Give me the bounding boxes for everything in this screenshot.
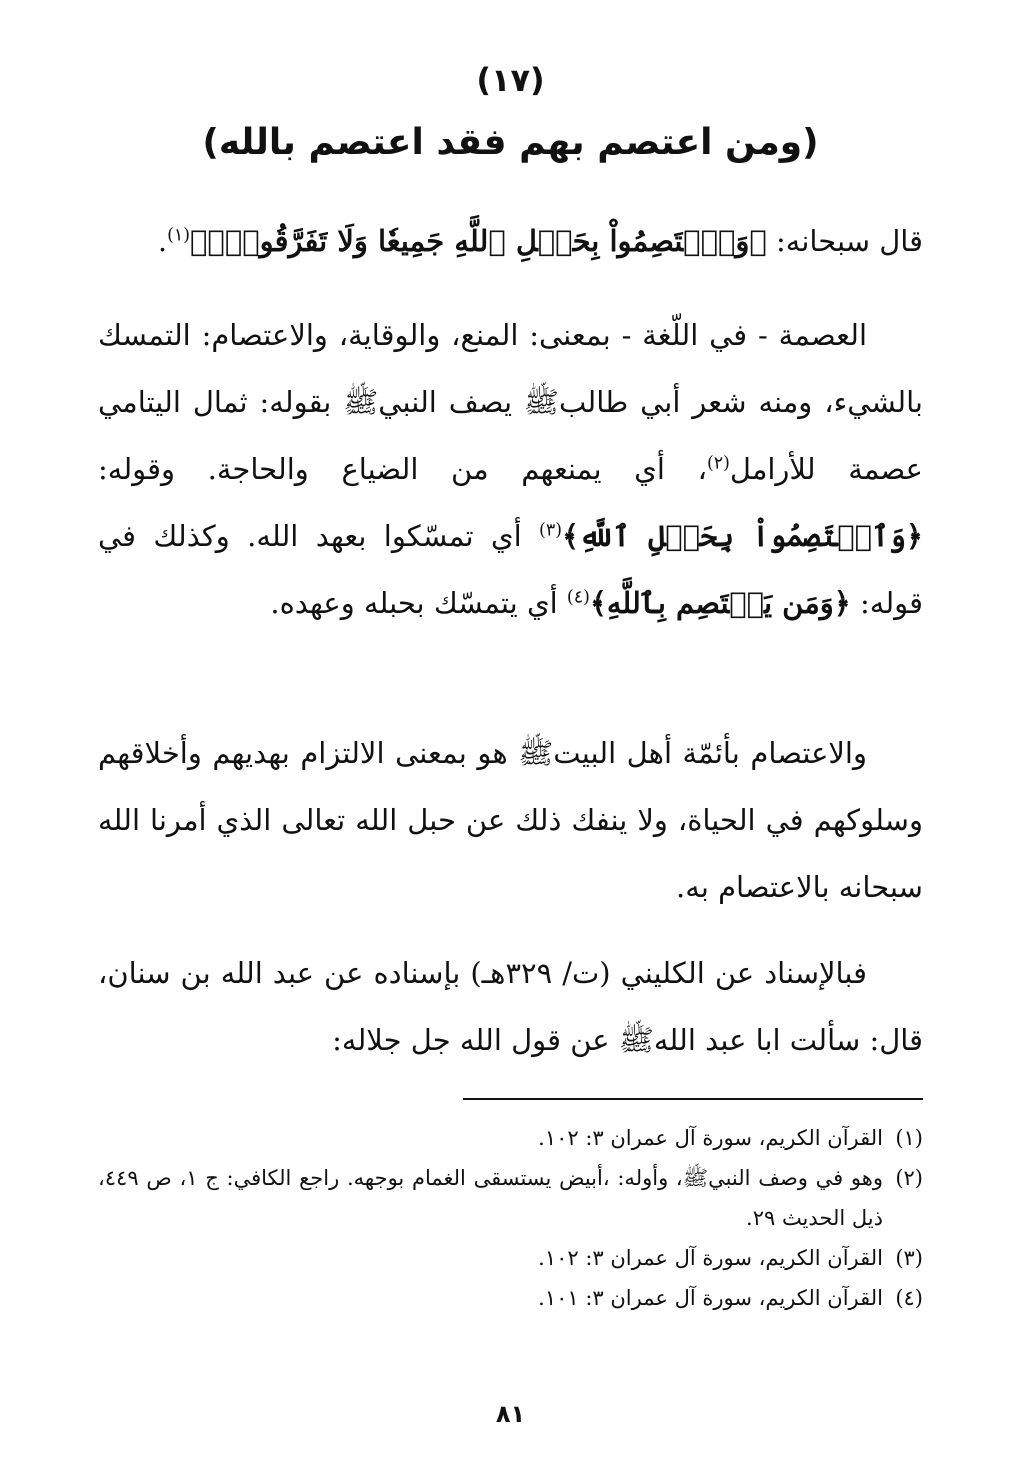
paragraph-text: أي تمسّكوا بعهد الله. وكذلك في قوله: [98,519,923,620]
footnote-ref: (٣) [539,520,562,541]
paragraph-text: قال سبحانه: [766,224,923,258]
footnote-number: (٣) [895,1246,923,1270]
footnote [98,1118,923,1158]
page-number: ٨١ [495,1400,526,1428]
footnote-divider [463,1098,923,1100]
footnote-ref: (١) [167,225,191,246]
paragraph-definition [98,302,923,637]
paragraph-hadith-isnad: فبالإسناد عن الكليني (ت/ ٣٢٩هـ) بإسناده عن عبد الله بن سنان، قال: سألت ابا عبد اللهﷺ عن قول الله جل جلاله: [98,956,923,1057]
chapter-number: (١٧) [476,61,545,99]
footnote [98,1158,923,1238]
paragraph-text: العصمة - في اللّغة - بمعنى: المنع، والوقاية، والاعتصام: التمسك بالشيء، ومنه شعر أبي طالبﷺ يصف النبيﷺ بقوله: ثمال اليتامي عصمة للأرامل [98,318,923,486]
footnote-number: (٢) [895,1166,923,1190]
paragraph-text: ، أي يمنعهم من الضياع والحاجة. وقوله: [98,452,707,486]
footnote-number: (١) [895,1126,923,1150]
paragraph-ahl-al-bayt: والاعتصام بأئمّة أهل البيتﷺ هو بمعنى الالتزام بهديهم وأخلاقهم وسلوكهم في الحياة، ولا ينفك ذلك عن حبل الله تعالى الذي أمرنا الله سبحانه بالاعتصام به. [98,736,923,904]
footnote-text: القرآن الكريم، سورة آل عمران ٣: ١٠١. [538,1286,883,1310]
footnote-text: القرآن الكريم، سورة آل عمران ٣: ١٠٢. [538,1126,883,1150]
quran-verse: ﴿وَمَن يَعۡتَصِم بِٱللَّهِ﴾ [589,586,851,620]
footnotes [98,1118,923,1318]
footnote-ref: (٤) [566,587,590,608]
paragraph-verse-intro [98,208,923,275]
chapter-title: (ومن اعتصم بهم فقد اعتصم بالله) [202,122,819,163]
footnote-text: وهو في وصف النبيﷺ، وأوله: ،أبيض يستسقى الغمام بوجهه. راجع الكافي: ج ١، ص ٤٤٩، ذيل الحديث ٢٩. [98,1166,883,1230]
footnote-ref: (٢) [706,453,730,474]
paragraph-text: . [157,224,168,258]
quran-verse: ﴿وَٱعۡتَصِمُواْ بِحَبۡلِ ٱللَّهِ﴾ [561,519,923,553]
footnote-number: (٤) [895,1286,923,1310]
footnote-text: القرآن الكريم، سورة آل عمران ٣: ١٠٢. [538,1246,883,1270]
footnote [98,1278,923,1318]
footnote [98,1238,923,1278]
paragraph-text: أي يتمسّك بحبله وعهده. [270,586,567,620]
quran-verse: ﴿وَٱعۡتَصِمُواْ بِحَبۡلِ ٱللَّهِ جَمِيعٗا وَلَا تَفَرَّقُواْۚ﴾ [190,224,767,258]
